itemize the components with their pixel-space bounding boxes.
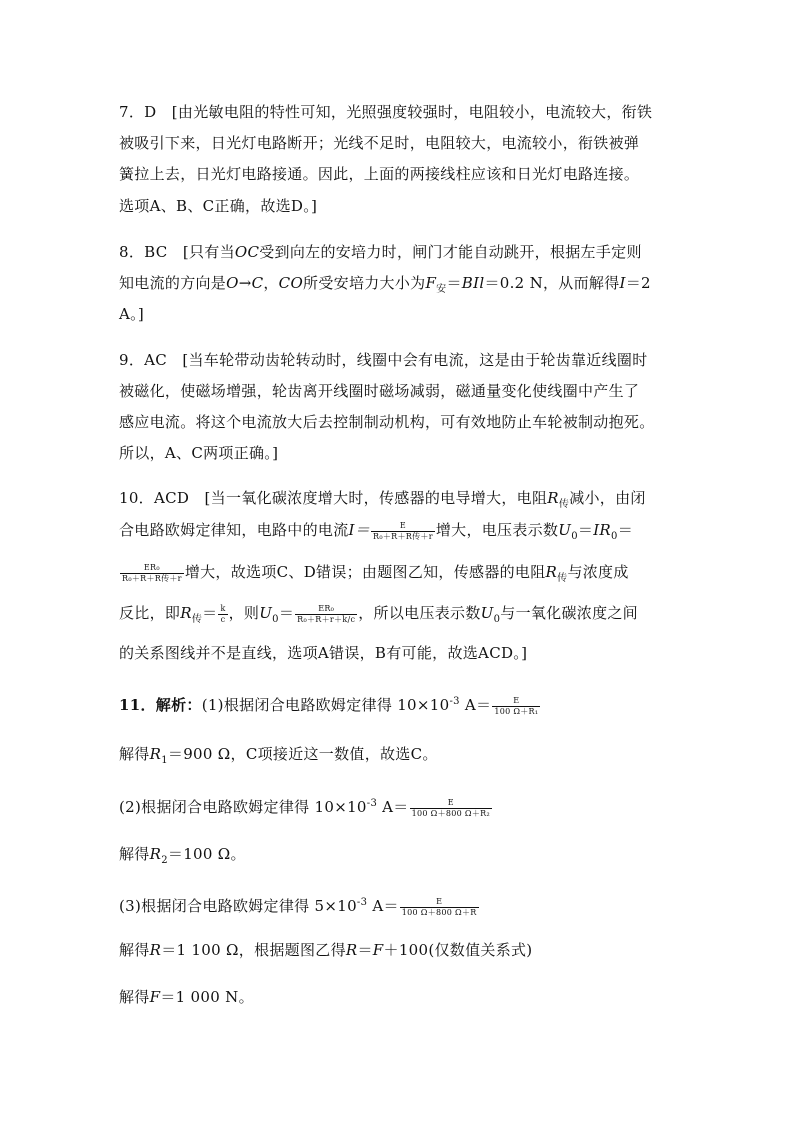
fraction-numerator: E (436, 896, 443, 906)
q11-exponent: -3 (366, 798, 378, 809)
q10-sub-chuan: 传 (191, 614, 203, 625)
q10-sub-chuan: 传 (558, 499, 570, 510)
q11-text: ＝ (357, 941, 373, 959)
q11-text: A＝ (367, 897, 399, 915)
fraction-denominator: 100 Ω＋800 Ω＋R (401, 907, 477, 917)
q10-sub-0: 0 (571, 531, 578, 542)
q11-text: A＝ (377, 798, 409, 816)
q9-text-2: 被磁化，使磁场增强，轮齿离开线圈时磁场减弱，磁通量变化使线圈中产生了 (119, 382, 640, 400)
q8-line-2 (119, 273, 651, 300)
q10-fraction-2 (120, 563, 184, 584)
q10-var-r: R (180, 604, 192, 622)
q10-text: ，则 (228, 604, 260, 622)
q10-line-1 (119, 488, 646, 515)
q9-line-4 (119, 443, 278, 463)
q11-text: ＝100 Ω。 (167, 845, 246, 863)
q8-line-3 (119, 304, 144, 324)
q10-line-5 (119, 643, 527, 663)
q11-line-2 (119, 744, 438, 771)
q8-text: ＝0.2 N，从而解得 (484, 274, 620, 292)
q10-sub-chuan: 传 (557, 573, 568, 584)
fraction-denominator: 100 Ω＋800 Ω＋R₂ (411, 808, 490, 818)
q11-text: (1)根据闭合电路欧姆定律得 10×10 (201, 696, 450, 714)
q11-text: A＝ (459, 696, 492, 714)
q10-text: 与一氧化碳浓度之间 (500, 604, 638, 622)
q11-label: 11．解析： (119, 696, 202, 714)
q11-exponent: -3 (449, 696, 460, 707)
q11-text: 解得 (119, 745, 150, 763)
q10-text: 反比，即 (119, 604, 181, 622)
q8-text: ＝2 (625, 274, 651, 292)
q10-text: 的关系图线并不是直线，选项A错误，B有可能，故选ACD。] (119, 644, 528, 662)
q7-text-2: 被吸引下来，日光灯电路断开；光线不足时，电阻较大，电流较小，衔铁被弹 (119, 134, 640, 152)
fraction-denominator: 100 Ω＋R₁ (494, 706, 539, 716)
q10-fraction-4 (295, 604, 357, 625)
q11-text: 解得 (119, 988, 150, 1006)
q11-var-r: R (149, 941, 162, 959)
q10-var-u: U (480, 604, 494, 622)
q11-text: ＋100(仅数值关系式) (383, 941, 533, 959)
q10-text: 合电路欧姆定律知，电路中的电流 (119, 521, 349, 539)
q7-text-1: 7．D [由光敏电阻的特性可知，光照强度较强时，电阻较小，电流较大，衔铁 (119, 103, 653, 121)
q8-var-oc: OC (234, 243, 260, 261)
q11-text: 解得 (119, 845, 150, 863)
q11-text: (2)根据闭合电路欧姆定律得 10×10 (119, 798, 367, 816)
q11-fraction-3 (400, 897, 479, 918)
q10-text: 减小，由闭 (569, 489, 646, 507)
q7-line-4 (119, 196, 317, 216)
q11-line-3 (119, 794, 493, 819)
q11-text: ＝1 000 N。 (160, 988, 254, 1006)
q10-var-i: I＝ (348, 521, 371, 539)
q9-line-3 (119, 412, 655, 432)
q8-text: ＝ (446, 274, 462, 292)
q8-text: 受到向左的安培力时，闸门才能自动跳开，根据左手定则 (259, 243, 642, 261)
q8-var-current-dir: O→C (226, 274, 264, 292)
q10-text: ＝ (278, 604, 295, 622)
q9-text-4: 所以，A、C两项正确。] (119, 444, 279, 462)
q11-text: 解得 (119, 941, 150, 959)
q10-sub-0: 0 (611, 531, 618, 542)
q8-sub-an: 安 (436, 284, 447, 295)
q10-var-u: U (259, 604, 273, 622)
q11-text: ＝1 100 Ω，根据题图乙得 (161, 941, 346, 959)
q10-text: 10．ACD [当一氧化碳浓度增大时，传感器的电导增大，电阻 (119, 489, 548, 507)
q8-text: 所受安培力大小为 (303, 274, 426, 292)
q11-var-r: R (149, 745, 162, 763)
q10-text: ，所以电压表示数 (358, 604, 481, 622)
q10-line-4 (119, 603, 638, 630)
q11-fraction-2 (410, 798, 492, 819)
fraction-denominator: R₀＋R＋R传＋r (122, 573, 182, 583)
fraction-numerator: ER₀ (318, 603, 335, 613)
q11-line-4 (119, 844, 246, 871)
q10-text: 增大，电压表示数 (435, 521, 559, 539)
q11-text: (3)根据闭合电路欧姆定律得 5×10 (119, 897, 357, 915)
q11-var-r: R (149, 845, 162, 863)
q10-fraction-1 (371, 521, 435, 542)
q11-fraction-1 (492, 696, 540, 717)
fraction-numerator: E (399, 520, 407, 530)
fraction-numerator: E (513, 695, 520, 705)
q8-var-bil: BIl (461, 274, 485, 292)
q8-text: ， (263, 274, 279, 292)
q8-var-i: I (619, 274, 626, 292)
q11-var-r: R (345, 941, 358, 959)
q10-text: ＝ (202, 604, 218, 622)
q8-line-1 (119, 242, 642, 262)
q11-var-f: F (149, 988, 161, 1006)
q10-text: 增大，故选项C、D错误；由题图乙知，传感器的电阻 (184, 563, 546, 581)
q8-var-f: F (425, 274, 437, 292)
q7-text-4: 选项A、B、C正确，故选D。] (119, 197, 318, 215)
q10-text: 与浓度成 (567, 563, 629, 581)
q8-text: 知电流的方向是 (119, 274, 227, 292)
q9-text-1: 9．AC [当车轮带动齿轮转动时，线圈中会有电流，这是由于轮齿靠近线圈时 (119, 351, 648, 369)
q7-text-3: 簧拉上去，日光灯电路接通。因此，上面的两接线柱应该和日光灯电路连接。 (119, 165, 640, 183)
q10-fraction-3 (218, 604, 227, 625)
q9-text-3: 感应电流。将这个电流放大后去控制制动机构，可有效地防止车轮被制动抱死。 (119, 413, 655, 431)
q11-sub-1: 1 (161, 755, 168, 766)
q11-var-f: F (372, 941, 384, 959)
fraction-denominator: R₀＋R＋R传＋r (373, 531, 433, 541)
q11-text: ＝900 Ω，C项接近这一数值，故选C。 (167, 745, 438, 763)
q9-line-2 (119, 381, 639, 401)
q10-text: ＝ (577, 521, 594, 539)
q7-line-3 (119, 164, 639, 184)
q7-line-1 (119, 102, 652, 122)
fraction-numerator: k (220, 603, 226, 613)
fraction-denominator: c (218, 614, 227, 625)
q10-text: ＝ (617, 521, 634, 539)
q7-line-2 (119, 133, 639, 153)
q10-var-ir: IR (593, 521, 612, 539)
q10-sub-0: 0 (493, 614, 501, 625)
q11-line-7 (119, 987, 254, 1007)
fraction-denominator: R₀＋R＋r＋k/c (297, 614, 356, 624)
fraction-numerator: E (447, 797, 454, 807)
q8-text: A。] (119, 305, 145, 323)
q11-line-6 (119, 940, 532, 960)
q10-sub-0: 0 (272, 614, 279, 625)
q10-line-3 (119, 562, 629, 589)
q8-text: 8．BC [只有当 (119, 243, 235, 261)
q10-var-u: U (558, 521, 572, 539)
q9-line-1 (119, 350, 648, 370)
q11-exponent: -3 (356, 897, 368, 908)
q11-line-1 (119, 692, 541, 717)
q10-line-2 (119, 520, 633, 547)
q10-var-r: R (547, 489, 559, 507)
q8-var-co: CO (278, 274, 304, 292)
q11-line-5 (119, 893, 480, 918)
q11-sub-2: 2 (161, 855, 168, 866)
q10-var-r: R (545, 563, 558, 581)
fraction-numerator: ER₀ (143, 562, 160, 572)
